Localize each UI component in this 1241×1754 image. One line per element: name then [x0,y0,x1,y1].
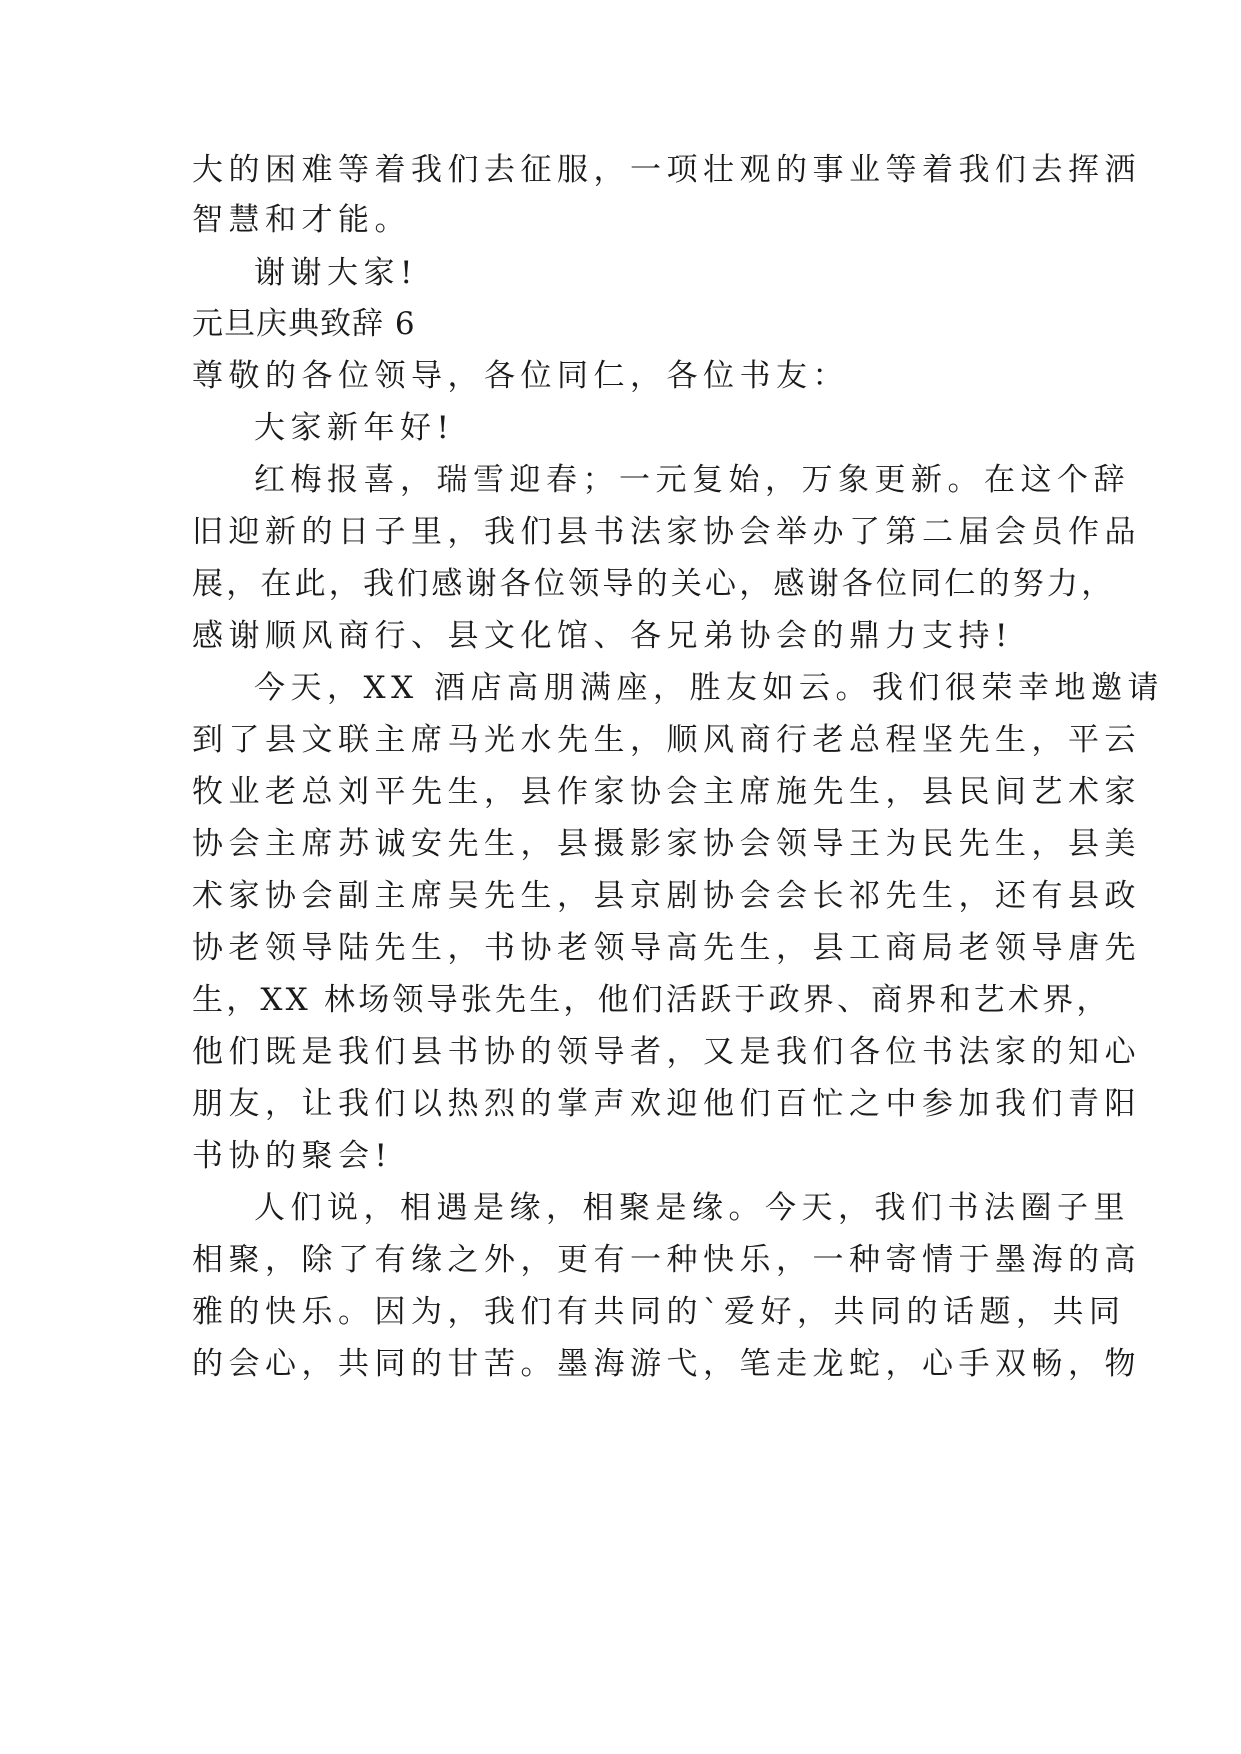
paragraph-line: 的会心，共同的甘苦。墨海游弋，笔走龙蛇，心手双畅，物 [192,1346,1141,1382]
paragraph-line: 谢谢大家! [254,255,418,291]
paragraph-line: 协会主席苏诚安先生，县摄影家协会领导王为民先生，县美 [192,826,1141,862]
paragraph-line: 展，在此，我们感谢各位领导的关心，感谢各位同仁的努力， [192,566,1116,602]
paragraph-line: 相聚，除了有缘之外，更有一种快乐，一种寄情于墨海的高 [192,1242,1141,1278]
paragraph-line: 他们既是我们县书协的领导者，又是我们各位书法家的知心 [192,1034,1141,1070]
paragraph-line: 大家新年好! [254,410,455,446]
paragraph-line: 牧业老总刘平先生，县作家协会主席施先生，县民间艺术家 [192,774,1141,810]
paragraph-line: 到了县文联主席马光水先生，顺风商行老总程坚先生，平云 [192,722,1141,758]
paragraph-line: 雅的快乐。因为，我们有共同的`爱好，共同的话题，共同 [192,1294,1126,1330]
paragraph-line: 感谢顺风商行、县文化馆、各兄弟协会的鼎力支持! [192,618,1013,654]
paragraph-line: 人们说，相遇是缘，相聚是缘。今天，我们书法圈子里 [254,1190,1130,1226]
paragraph-line: 智慧和才能。 [192,202,411,238]
paragraph-line: 术家协会副主席吴先生，县京剧协会会长祁先生，还有县政 [192,878,1141,914]
paragraph-line: 朋友，让我们以热烈的掌声欢迎他们百忙之中参加我们青阳 [192,1086,1141,1122]
paragraph-line: 红梅报喜，瑞雪迎春；一元复始，万象更新。在这个辞 [254,462,1130,498]
paragraph-line: 协老领导陆先生，书协老领导高先生，县工商局老领导唐先 [192,930,1141,966]
paragraph-line: 今天，XX 酒店高朋满座，胜友如云。我们很荣幸地邀请 [254,670,1164,706]
paragraph-line: 旧迎新的日子里，我们县书法家协会举办了第二届会员作品 [192,514,1141,550]
salutation-line: 尊敬的各位领导，各位同仁，各位书友： [192,358,849,394]
section-heading: 元旦庆典致辞 6 [192,306,416,342]
paragraph-line: 生，XX 林场领导张先生，他们活跃于政界、商界和艺术界， [192,982,1111,1018]
paragraph-line: 书协的聚会! [192,1138,393,1174]
paragraph-line: 大的困难等着我们去征服，一项壮观的事业等着我们去挥洒 [192,152,1141,188]
